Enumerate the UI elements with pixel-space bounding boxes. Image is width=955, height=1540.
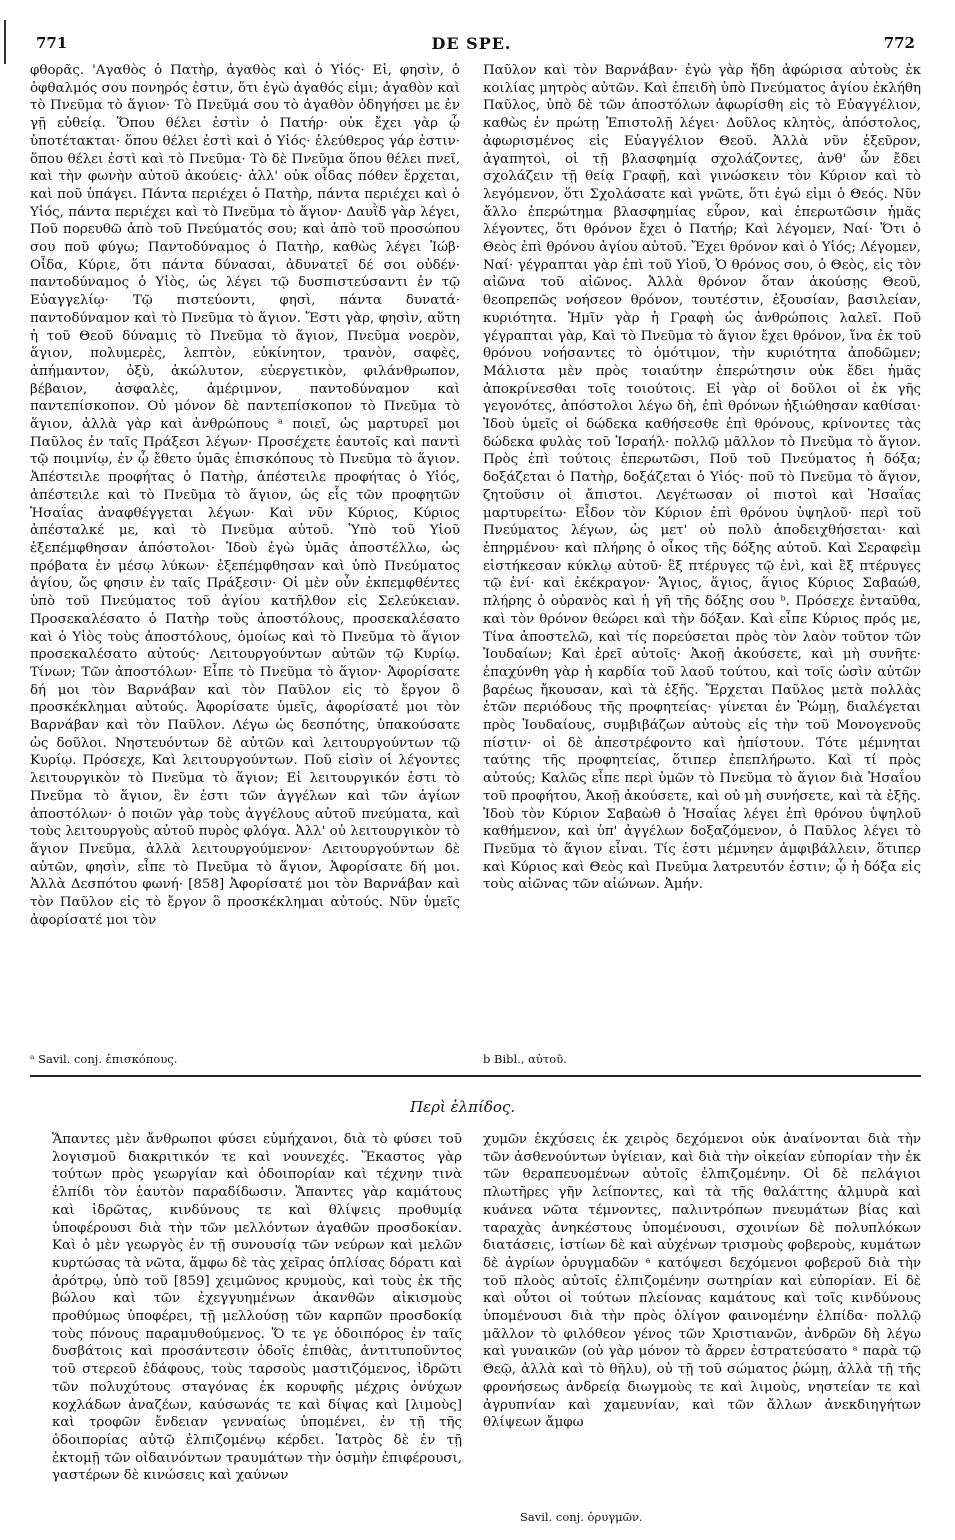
right-page-number: 772 [883, 34, 915, 52]
section-right-column-text: χυμῶν ἐκχύσεις ἐκ χειρὸς δεχόμενοι οὐκ ἀναίνονται διὰ τὴν τῶν ἀσθενούντων ὑγίειαν, καὶ διὰ τὴν οἰκείαν εὐπορίαν τὴν ἐκ τῶν θεραπευομένων αὐτοῖς ἐλπιζομένην. Οἱ δὲ πελάγιοι πλωτῆρες γῆν λείποντες, καὶ τὰ τῆς θαλάττης ἁλμυρὰ καὶ κυάνεα νῶτα τέμνοντες, παλιντρόπων πνευμάτων βίας καὶ ταραχὰς ἀνηκέστους ὑπομένουσι, σχοινίων δὲ πολυπλόκων διατάσεις, ἱστίων δὲ καὶ αὐχένων τρισμοὺς φοβεροὺς, κυμάτων δὲ ἀγρίων ὀρυγμαδῶν ᵃ κατόψεσι δεχόμενοι φοβεροῦ διὰ τὴν τοῦ πλοὸς αὐτοῖς ἐλπιζομένην σωτηρίαν καὶ εὐπορίαν. Εἰ δὲ καὶ οὗτοι οἱ τούτων πλείονας καμάτους καὶ τοῖς κινδύνους ὑπομένουσι διὰ τὴν πρὸς ὀλίγον φαινομένην ἐλπίδα· πολλῷ μᾶλλον τὸ φιλόθεον γένος τῶν Χριστιανῶν, ἀνδρῶν δὴ λέγω καὶ γυναικῶν (οὐ γὰρ μόνον τὸ ἄρρεν ἐστρατεύσατο ᵃ παρὰ τῷ Θεῷ, ἀλλὰ καὶ τὸ θῆλυ), οὐ τῇ τοῦ σώματος ῥώμῃ, ἀλλὰ τῇ τῆς φρονήσεως ἀνδρείᾳ διωγμοὺς τε καὶ λιμοὺς, νηστείαν τε καὶ ἀγρυπνίαν καὶ χαμευνίαν, καὶ τῶν ἄλλων ἀνεκδιηγήτων θλίψεων ἄμφω [483, 1132, 921, 1431]
section-divider [30, 1075, 921, 1077]
footnote-right: b Bibl., αὐτοῦ. [483, 1052, 567, 1066]
section-title: Περὶ ἐλπίδος. [409, 1098, 516, 1116]
left-column-text: φθορᾶς. 'Αγαθὸς ὁ Πατὴρ, ἀγαθὸς καὶ ὁ Υἱός· Εἰ, φησὶν, ὁ ὀφθαλμός σου πονηρός ἐστιν, ὅτι ἐγὼ ἀγαθός εἰμι; ἀγαθὸν καὶ τὸ Πνεῦμα τὸ ἅγιον· Τὸ Πνεῦμά σου τὸ ἀγαθὸν ὁδηγήσει με ἐν γῇ εὐθείᾳ. Ὅπου θέλει ἐστὶν ὁ Πατήρ· οὐκ ἔχει γὰρ ᾧ ὑποτέτακται· ὅπου θέλει ἐστὶ καὶ ὁ Υἱός· ἐλεύθερος γάρ ἐστιν· ὅπου θέλει ἐστὶ καὶ τὸ Πνεῦμα· Τὸ δὲ Πνεῦμα ὅπου θέλει πνεῖ, καὶ τὴν φωνὴν αὐτοῦ ἀκούεις· ἀλλ' οὐκ οἶδας πόθεν ἔρχεται, καὶ ποῦ ὑπάγει. Πάντα περιέχει ὁ Πατὴρ, πάντα περιέχει καὶ ὁ Υἱός, πάντα περιέχει καὶ τὸ Πνεῦμα τὸ ἅγιον· Δαυῒδ γὰρ λέγει, Ποῦ πορευθῶ ἀπὸ τοῦ Πνεύματός σου; καὶ ἀπὸ τοῦ προσώπου σου ποῦ φύγω; Παντοδύναμος ὁ Πατὴρ, καθὼς λέγει Ἰώβ· Οἶδα, Κύριε, ὅτι πάντα δύνασαι, ἀδυνατεῖ δέ σοι οὐδέν· παντοδύναμος ὁ Υἱὸς, ὡς λέγει τῷ δυσπιστεύσαντι ἐν τῷ Εὐαγγελίῳ· Τῷ πιστεύοντι, φησὶ, πάντα δυνατά· παντοδύναμον καὶ τὸ Πνεῦμα τὸ ἅγιον. Ἔστι γὰρ, φησὶν, αὕτη ἡ τοῦ Θεοῦ δύναμις τὸ Πνεῦμα τὸ ἅγιον, Πνεῦμα νοερὸν, ἅγιον, πολυμερὲς, λεπτὸν, εὐκίνητον, τρανὸν, σαφὲς, ἀπήμαντον, ὀξὺ, ἀκώλυτον, εὐεργετικὸν, φιλάνθρωπον, βέβαιον, ἀσφαλὲς, ἀμέριμνον, παντοδύναμον καὶ παντεπίσκοπον. Οὐ μόνον δὲ παντεπίσκοπον τὸ Πνεῦμα τὸ ἅγιον, ἀλλὰ γὰρ καὶ ἀνθρώπους ᵃ ποιεῖ, ὡς μαρτυρεῖ μοι Παῦλος ἐν ταῖς Πράξεσι λέγων· Προσέχετε ἑαυτοῖς καὶ παντὶ τῷ ποιμνίῳ, ἐν ᾧ ἔθετο ὑμᾶς ἐπισκόπους τὸ Πνεῦμα τὸ ἅγιον. Ἀπέστειλε προφήτας ὁ Πατὴρ, ἀπέστειλε προφήτας ὁ Υἱός, ἀπέστειλε καὶ τὸ Πνεῦμα τὸ ἅγιον, ὡς εἷς τῶν προφητῶν Ἡσαΐας ἀναφθέγγεται λέγων· Καὶ νῦν Κύριος, Κύριος ἀπέσταλκέ με, καὶ τὸ Πνεῦμα αὐτοῦ. Ὑπὸ τοῦ Υἱοῦ ἐξεπέμφθησαν ἀπόστολοι· Ἰδοὺ ἐγὼ ὑμᾶς ἀποστέλλω, ὡς πρόβατα ἐν μέσῳ λύκων· ἐξεπέμφθησαν καὶ ὑπὸ Πνεύματος ἁγίου, ὥς φησιν ἐν ταῖς Πράξεσιν· Οἱ μὲν οὖν ἐκπεμφθέντες ὑπὸ τοῦ Πνεύματος τοῦ ἁγίου κατῆλθον εἰς Σελεύκειαν. Προσεκαλέσατο ὁ Πατὴρ τοὺς ἀποστόλους, προσεκαλέσατο καὶ ὁ Υἱὸς τοὺς ἀποστόλους, ὁμοίως καὶ τὸ Πνεῦμα τὸ ἅγιον προσεκαλέσατο αὐτούς· Λειτουργούντων αὐτῶν τῷ Κυρίῳ. Τίνων; Τῶν ἀποστόλων· Εἶπε τὸ Πνεῦμα τὸ ἅγιον· Ἀφορίσατε δή μοι τὸν Βαρνάβαν καὶ τὸν Παῦλον εἰς τὸ ἔργον ὃ προσκέκλημαι αὐτούς. Ἀφορίσατε ὑμεῖς, ἀφορίσατέ μοι τὸν Βαρνάβαν καὶ τὸν Παῦλον. Λέγω ὡς δεσπότης, ὑπακούσατε ὡς δοῦλοι. Νηστευόντων δὲ αὐτῶν καὶ λειτουργούντων τῷ Κυρίῳ. Πρόσεχε, Καὶ λειτουργούντων. Ποῦ εἰσὶν οἱ λέγοντες λειτουργικὸν τὸ Πνεῦμα τὸ ἅγιον; Εἰ λειτουργικόν ἐστι τὸ Πνεῦμα τὸ ἅγιον, ἓν ἐστι τῶν ἀγγέλων καὶ τῶν ἁγίων ἀποστόλων· ὁ ποιῶν γὰρ τοὺς ἀγγέλους αὐτοῦ πνεύματα, καὶ τοὺς λειτουργοὺς αὐτοῦ πυρὸς φλόγα. Ἀλλ' οὐ λειτουργικὸν τὸ ἅγιον Πνεῦμα, ἀλλὰ λειτουργούμενον· Λειτουργούντων δὲ αὐτῶν, φησὶν, εἶπε τὸ Πνεῦμα τὸ ἅγιον, Ἀφορίσατε δή μοι. Ἀλλὰ Δεσπότου φωνή· [858] Ἀφορίσατέ μοι τὸν Βαρνάβαν καὶ τὸν Παῦλον εἰς τὸ ἔργον ὃ προσκέκλημαι αὐτούς. Νῦν ὑμεῖς ἀφορίσατέ μοι τὸν [30, 63, 460, 928]
left-page-number: 771 [36, 34, 68, 52]
section-left-column-text: Ἅπαντες μὲν ἄνθρωποι φύσει εὐμήχανοι, διὰ τὸ φύσει τοῦ λογισμοῦ διακριτικόν τε καὶ νουνεχές. Ἕκαστος γὰρ τούτων πρὸς γεωργίαν καὶ ὁδοιπορίαν καὶ τέχνην τινὰ ἐλπίδι τὸν ἑαυτὸν παραδίδωσιν. Ἅπαντες γὰρ καμάτους καὶ ἱδρῶτας, κινδύνους τε καὶ θλίψεις προθυμίᾳ ὑποφέρουσι διὰ τὴν τῶν μελλόντων ἀγαθῶν προσδοκίαν. Καὶ ὁ μὲν γεωργὸς ἐν τῇ συνουσίᾳ τῶν νεύρων καὶ μελῶν κυρτώσας τὰ νῶτα, ἅμφω δὲ τὰς χεῖρας ὁπλίσας δόρατι καὶ ἀρότρῳ, ὑπὸ τοῦ [859] χειμῶνος κρυμοὺς, καὶ τοὺς ἐκ τῆς βώλου καὶ τῶν ἐχεγγυημένων ἀκανθῶν αἰκισμοὺς προθύμως ὑποφέρει, τῇ μελλούσῃ τῶν καρπῶν προσδοκίᾳ τοὺς πόνους παραμυθούμενος. Ὅ τε γε ὁδοιπόρος ἐν ταῖς δυσβάτοις καὶ προσάντεσιν ὁδοῖς ἐπιθὰς, ἀντιτυποῦντος τοῦ στερεοῦ ἐδάφους, τοὺς ταρσοὺς μαστιζόμενος, ἱδρῶτι τῶν πολυχύτους σταγόνας ἐκ κορυφῆς μέχρις ὀνύχων κοχλάδων ἀναζέων, καύσωνάς τε καὶ δίψας καὶ [λιμοὺς] καὶ τροφῶν ἔνδειαν γενναίως ὑπομένει, ἐν τῇ τῆς ὁδοιπορίας αὐτῷ ἐλπιζομένῳ κέρδει. Ἰατρὸς δὲ ἐν τῇ ἐκτομῇ τῶν οἰδαινόντων τραυμάτων τὴν ὀσμὴν ἐπιφέρουσι, γαστέρων δὲ κινώσεις καὶ χαύνων [52, 1132, 462, 1484]
footnote-left: ᵃ Savil. conj. ἐπισκόπους. [30, 1052, 178, 1066]
page-header [28, 34, 915, 60]
running-title: DE SPE. [431, 34, 512, 53]
footnote-bottom: Savil. conj. ὀρυγμῶν. [520, 1510, 643, 1524]
margin-mark [4, 20, 6, 64]
right-column-text: Παῦλον καὶ τὸν Βαρνάβαν· ἐγὼ γὰρ ἤδη ἀφώρισα αὐτοὺς ἐκ κοιλίας μητρὸς αὐτῶν. Καὶ ἐπειδὴ ὑπὸ Πνεύματος ἁγίου ἐκλήθη Παῦλος, ὑπὸ δὲ τῶν ἀποστόλων ἀφωρίσθη εἰς τὸ Εὐαγγέλιον, καθὼς ἐν πρώτῃ Ἐπιστολῇ λέγει· Δοῦλος κλητὸς, ἀπόστολος, ἀφωρισμένος εἰς Εὐαγγέλιον Θεοῦ. Ἀλλὰ νῦν ἐξεῦρον, ἀγαπητοὶ, οἱ τῇ βλασφημίᾳ σχολάζοντες, ἀνθ' ὧν ἔδει σχολάζειν τῇ θείᾳ Γραφῇ, καὶ γινώσκειν τὸν Κύριον καὶ τὸ λεγόμενον, ὅτι Σχολάσατε καὶ γνῶτε, ὅτι ἐγώ εἰμι ὁ Θεός. Νῦν ἄλλο ἐπερώτημα βλασφημίας εὗρον, καὶ ἐπερωτῶσιν ἡμᾶς λέγοντες, ὅτι θρόνον ἔχει ὁ Πατήρ; Καὶ λέγομεν, Ναί· Ὅτι ὁ Θεὸς ἐπὶ θρόνου ἁγίου αὐτοῦ. Ἔχει θρόνον καὶ ὁ Υἱός; Λέγομεν, Ναί· γέγραπται γὰρ ἐπὶ τοῦ Υἱοῦ, Ὁ θρόνος σου, ὁ Θεὸς, εἰς τὸν αἰῶνα τοῦ αἰῶνος. Ἀλλὰ θρόνον ὅταν ἀκούσῃς Θεοῦ, θεοπρεπῶς νοήσεον θρόνον, τουτέστιν, ἐξουσίαν, βασιλείαν, κυριότητα. Ἡμῖν γὰρ ἡ Γραφὴ ὡς ἀνθρώποις λαλεῖ. Ποῦ γέγραπται γὰρ, Καὶ τὸ Πνεῦμα τὸ ἅγιον ἔχει θρόνον, ἵνα ἐκ τοῦ θρόνου νοήσαντες τὸ ὁμότιμον, τὴν κυριότητα ἀποδῶμεν; Μάλιστα μὲν πρὸς τοιαύτην ἐπερώτησιν οὐκ ἔδει ἡμᾶς ἀποκρίνεσθαι τοῖς τοιούτοις. Εἰ γὰρ οἱ δοῦλοι οἱ ἐκ γῆς γεγονότες, ἀπόστολοι λέγω δὴ, ἐπὶ θρόνων ἠξιώθησαν καθίσαι· Ἰδοὺ ὑμεῖς οἱ δώδεκα καθήσεσθε ἐπὶ θρόνους, κρίνοντες τὰς δώδεκα φυλὰς τοῦ Ἰσραήλ· πολλῷ μᾶλλον τὸ Πνεῦμα τὸ ἅγιον. Πρὸς ἐπὶ τούτοις ἐπερωτῶσι, Ποῦ τοῦ Πνεύματος ἡ δόξα; δοξάζεται ὁ Πατὴρ, δοξάζεται ὁ Υἱός· ποῦ τὸ Πνεῦμα τὸ ἅγιον, ζητοῦσιν οἱ ἄπιστοι. Λεγέτωσαν οἱ πιστοὶ καὶ Ἡσαΐας μαρτυρείτω· Εἶδον τὸν Κύριον ἐπὶ θρόνου ὑψηλοῦ· περὶ τοῦ Πνεύματος λέγων, ὡς μετ' οὐ πολὺ ἀποδειχθήσεται· καὶ ἐπηρμένου· καὶ πλήρης ὁ οἶκος τῆς δόξης αὐτοῦ. Καὶ Σεραφεὶμ εἱστήκεσαν κύκλῳ αὐτοῦ· ἓξ πτέρυγες τῷ ἑνὶ, καὶ ἓξ πτέρυγες τῷ ἑνί· καὶ ἐκέκραγον· Ἅγιος, ἅγιος, ἅγιος Κύριος Σαβαώθ, πλήρης ὁ οὐρανὸς καὶ ἡ γῆ τῆς δόξης σου ᵇ. Πρόσεχε ἐνταῦθα, καὶ τὸν θρόνον θεώρει καὶ τὴν δόξαν. Καὶ εἶπε Κύριος πρός με, Τίνα ἀποστελῶ, καὶ τίς πορεύσεται πρὸς τὸν λαὸν τοῦτον τῶν Ἰουδαίων; Καὶ ἐρεῖ αὐτοῖς· Ἀκοῇ ἀκούσετε, καὶ μὴ συνῆτε· ἐπαχύνθη γὰρ ἡ καρδία τοῦ λαοῦ τούτου, καὶ τοῖς ὠσὶν αὐτῶν βαρέως ἤκουσαν, καὶ τὰ ἑξῆς. Ἔρχεται Παῦλος μετὰ πολλὰς ἐτῶν περιόδους τῆς προφητείας· γίνεται ἐν Ῥώμῃ, διαλέγεται πρὸς Ἰουδαίους, συμβιβάζων αὐτοὺς εἰς τὴν τοῦ Μονογενοῦς πίστιν· οἱ δὲ ἀπεστρέφοντο καὶ ἠπίστουν. Τότε μέμνηται ταύτης τῆς προφητείας, ὅτιπερ ἐπεπλήρωτο. Καὶ τί πρὸς αὐτούς; Καλῶς εἶπε περὶ ὑμῶν τὸ Πνεῦμα τὸ ἅγιον διὰ Ἡσαΐου τοῦ προφήτου, Ἀκοῇ ἀκούσετε, καὶ οὐ μὴ συνήσετε, καὶ τὰ ἑξῆς. Ἰδοὺ τὸν Κύριον Σαβαὼθ ὁ Ἡσαΐας λέγει ἐπὶ θρόνου ὑψηλοῦ καθήμενον, καὶ ὑπ' ἀγγέλων δοξαζόμενον, ὁ Παῦλος λέγει τὸ Πνεῦμα τὸ ἅγιον εἶναι. Τίς ἐστι μέμνηεν ἀμφιβάλλειν, ὅτιπερ καὶ Κύριος καὶ Θεὸς καὶ Πνεῦμα λατρευτόν ἐστιν; ᾧ ἡ δόξα εἰς τοὺς αἰῶνας τῶν αἰώνων. Ἀμήν. [483, 63, 921, 893]
